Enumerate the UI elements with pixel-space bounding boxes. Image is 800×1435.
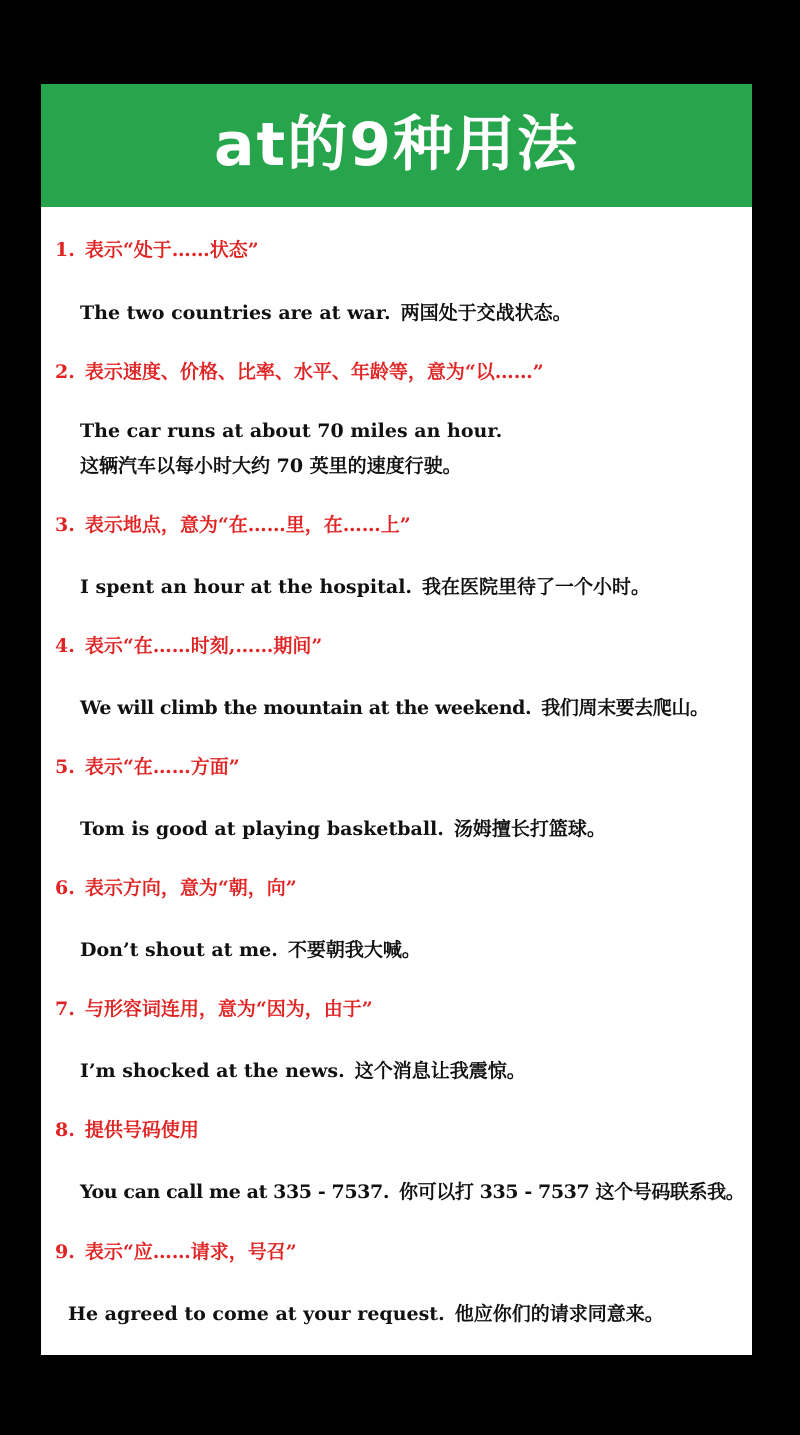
page-title: at的9种用法 <box>214 110 579 180</box>
example-chinese: 我们周末要去爬山。 <box>541 697 709 719</box>
usage-number: 6. <box>55 877 75 899</box>
example-chinese: 两国处于交战状态。 <box>400 302 572 324</box>
example-sentence-9 <box>68 1299 664 1326</box>
usage-heading-text: 表示地点，意为“在……里，在……上” <box>84 514 411 536</box>
example-translation-2 <box>80 451 462 478</box>
example-chinese: 你可以打 335 - 7537 这个号码联系我。 <box>399 1181 745 1203</box>
example-chinese: 这辆汽车以每小时大约 70 英里的速度行驶。 <box>80 455 462 477</box>
usage-heading-6 <box>55 873 297 900</box>
example-english: Tom is good at playing basketball. <box>80 818 444 840</box>
usage-heading-text: 表示“应……请求，号召” <box>84 1241 297 1263</box>
title-banner <box>41 84 752 207</box>
usage-number: 8. <box>55 1119 75 1141</box>
example-sentence-3 <box>80 572 650 599</box>
example-sentence-4 <box>80 693 709 720</box>
example-english: I’m shocked at the news. <box>80 1060 345 1082</box>
example-english: We will climb the mountain at the weekend. <box>80 697 532 719</box>
example-sentence-7 <box>80 1056 526 1083</box>
example-english: I spent an hour at the hospital. <box>80 576 413 598</box>
example-chinese: 他应你们的请求同意来。 <box>454 1303 664 1325</box>
usage-heading-text: 提供号码使用 <box>84 1119 199 1141</box>
example-english: The two countries are at war. <box>80 302 391 324</box>
example-chinese: 不要朝我大喊。 <box>287 939 421 961</box>
usage-number: 9. <box>55 1241 75 1263</box>
example-english: Don’t shout at me. <box>80 939 278 961</box>
example-sentence-2 <box>80 420 502 442</box>
example-chinese: 我在医院里待了一个小时。 <box>422 576 651 598</box>
usage-heading-7 <box>55 994 373 1021</box>
usage-heading-text: 表示方向，意为“朝，向” <box>84 877 297 899</box>
example-chinese: 这个消息让我震惊。 <box>354 1060 526 1082</box>
example-sentence-1 <box>80 298 572 325</box>
example-sentence-8 <box>80 1177 744 1204</box>
document-card <box>41 84 752 1355</box>
usage-heading-text: 表示速度、价格、比率、水平、年龄等，意为“以……” <box>84 361 544 383</box>
usage-number: 3. <box>55 514 75 536</box>
usage-heading-4 <box>55 631 322 658</box>
usage-number: 1. <box>55 239 75 261</box>
example-sentence-5 <box>80 814 606 841</box>
usage-heading-8 <box>55 1115 199 1142</box>
usage-number: 4. <box>55 635 75 657</box>
usage-heading-1 <box>55 235 259 262</box>
example-english: He agreed to come at your request. <box>68 1303 445 1325</box>
usage-heading-5 <box>55 752 240 779</box>
usage-heading-3 <box>55 510 411 537</box>
example-chinese: 汤姆擅长打篮球。 <box>453 818 606 840</box>
usage-heading-text: 与形容词连用，意为“因为，由于” <box>84 998 373 1020</box>
usage-number: 7. <box>55 998 75 1020</box>
usage-heading-text: 表示“在……时刻,……期间” <box>84 635 323 657</box>
usage-number: 2. <box>55 361 75 383</box>
usage-heading-text: 表示“在……方面” <box>84 756 240 778</box>
example-english: You can call me at 335 - 7537. <box>80 1181 390 1203</box>
example-sentence-6 <box>80 935 421 962</box>
usage-number: 5. <box>55 756 75 778</box>
usage-heading-2 <box>55 357 544 384</box>
usage-heading-text: 表示“处于……状态” <box>84 239 259 261</box>
example-english: The car runs at about 70 miles an hour. <box>80 420 503 442</box>
usage-heading-9 <box>55 1237 297 1264</box>
